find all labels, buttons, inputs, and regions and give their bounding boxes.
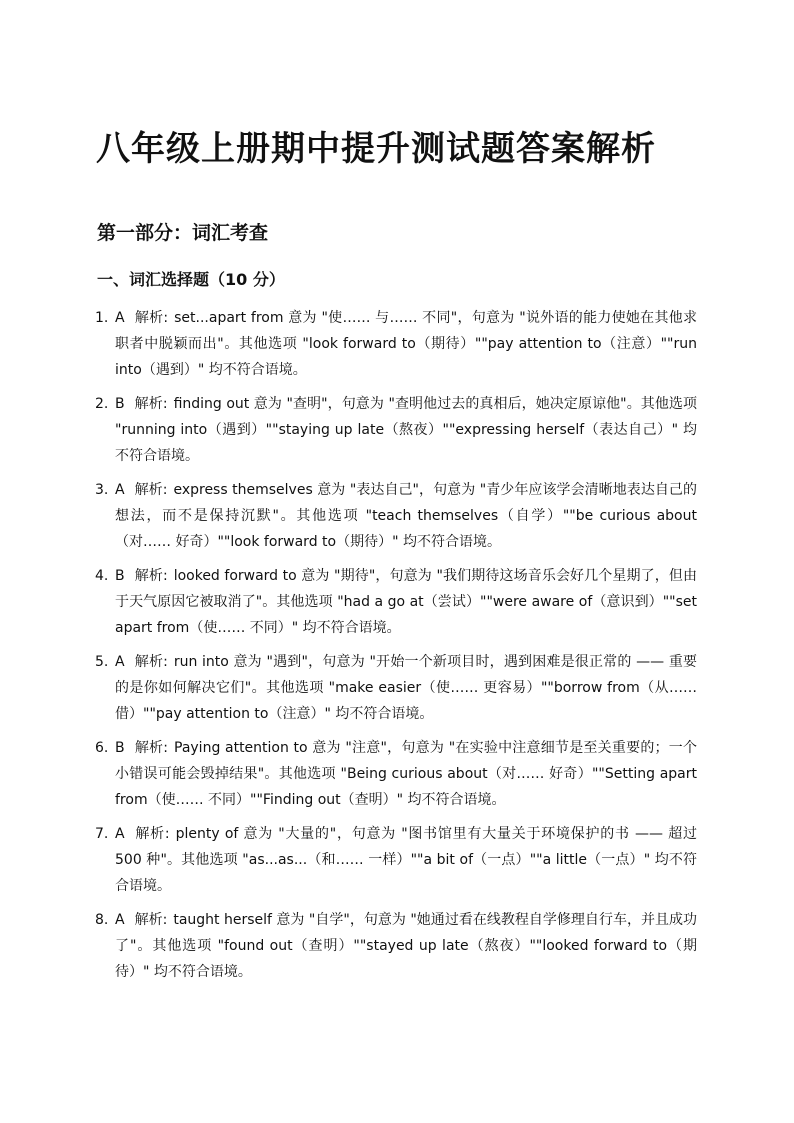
answer-item-4 <box>97 563 697 641</box>
item-number: 7. <box>95 826 109 842</box>
explain-label: 解析: <box>134 482 168 498</box>
answer-item-2 <box>97 391 697 469</box>
item-number: 8. <box>95 912 109 928</box>
answer-item-6 <box>97 735 697 813</box>
answer-item-7 <box>97 821 697 899</box>
explanation-text: plenty of 意为 "大量的"，句意为 "图书馆里有大量关于环境保护的书 —— 超过 500 种"。其他选项 "as...as...（和…… 一样）""a bit of（一点）""a little（一点）" 均不符合语境。 <box>115 826 697 894</box>
explanation-text: express themselves 意为 "表达自己"，句意为 "青少年应该学会清晰地表达自己的想法，而不是保持沉默"。其他选项 "teach themselves（自学）""be curious about（对…… 好奇）""look forward to（期待）" 均不符合语境。 <box>115 482 697 550</box>
section-heading: 一、词汇选择题（10 分） <box>97 270 285 289</box>
explanation-text: run into 意为 "遇到"，句意为 "开始一个新项目时，遇到困难是很正常的 —— 重要的是你如何解决它们"。其他选项 "make easier（使…… 更容易）""borrow from（从…… 借）""pay attention to（注意）" 均不符合语境。 <box>115 654 698 722</box>
explain-label: 解析: <box>134 912 168 928</box>
explain-label: 解析: <box>134 826 170 842</box>
answer-key: A <box>115 912 125 928</box>
answer-key: A <box>115 826 125 842</box>
explain-label: 解析: <box>134 740 168 756</box>
answer-list <box>97 305 697 993</box>
explanation-text: set...apart from 意为 "使…… 与…… 不同"，句意为 "说外语的能力使她在其他求职者中脱颖而出"。其他选项 "look forward to（期待）""pay attention to（注意）""run into（遇到）" 均不符合语境。 <box>115 310 697 378</box>
answer-key: A <box>115 654 125 670</box>
item-number: 2. <box>95 396 109 412</box>
explanation-text: looked forward to 意为 "期待"，句意为 "我们期待这场音乐会好几个星期了，但由于天气原因它被取消了"。其他选项 "had a go at（尝试）""were aware of（意识到）""set apart from（使…… 不同）" 均不符合语境。 <box>115 568 697 636</box>
explanation-text: Paying attention to 意为 "注意"，句意为 "在实验中注意细节是至关重要的；一个小错误可能会毁掉结果"。其他选项 "Being curious about（对…… 好奇）""Setting apart from（使…… 不同）""Finding out（查明）" 均不符合语境。 <box>115 740 697 808</box>
answer-key: B <box>115 396 125 412</box>
answer-key: B <box>115 740 125 756</box>
item-number: 5. <box>95 654 109 670</box>
answer-key: A <box>115 310 125 326</box>
answer-item-1 <box>97 305 697 383</box>
item-number: 3. <box>95 482 109 498</box>
explanation-text: finding out 意为 "查明"，句意为 "查明他过去的真相后，她决定原谅他"。其他选项 "running into（遇到）""staying up late（熬夜）""expressing herself（表达自己）" 均不符合语境。 <box>115 396 698 464</box>
explanation-text: taught herself 意为 "自学"，句意为 "她通过看在线教程自学修理自行车，并且成功了"。其他选项 "found out（查明）""stayed up late（熬夜）""looked forward to（期待）" 均不符合语境。 <box>115 912 698 980</box>
document-title: 八年级上册期中提升测试题答案解析 <box>96 129 656 169</box>
part-heading: 第一部分：词汇考查 <box>97 222 269 244</box>
answer-item-8 <box>97 907 697 985</box>
explain-label: 解析: <box>134 654 168 670</box>
item-number: 6. <box>95 740 109 756</box>
answer-item-3 <box>97 477 697 555</box>
answer-item-5 <box>97 649 697 727</box>
explain-label: 解析: <box>134 568 168 584</box>
item-number: 4. <box>95 568 109 584</box>
explain-label: 解析: <box>134 310 169 326</box>
item-number: 1. <box>95 310 109 326</box>
answer-key: A <box>115 482 125 498</box>
answer-key: B <box>115 568 125 584</box>
explain-label: 解析: <box>134 396 168 412</box>
